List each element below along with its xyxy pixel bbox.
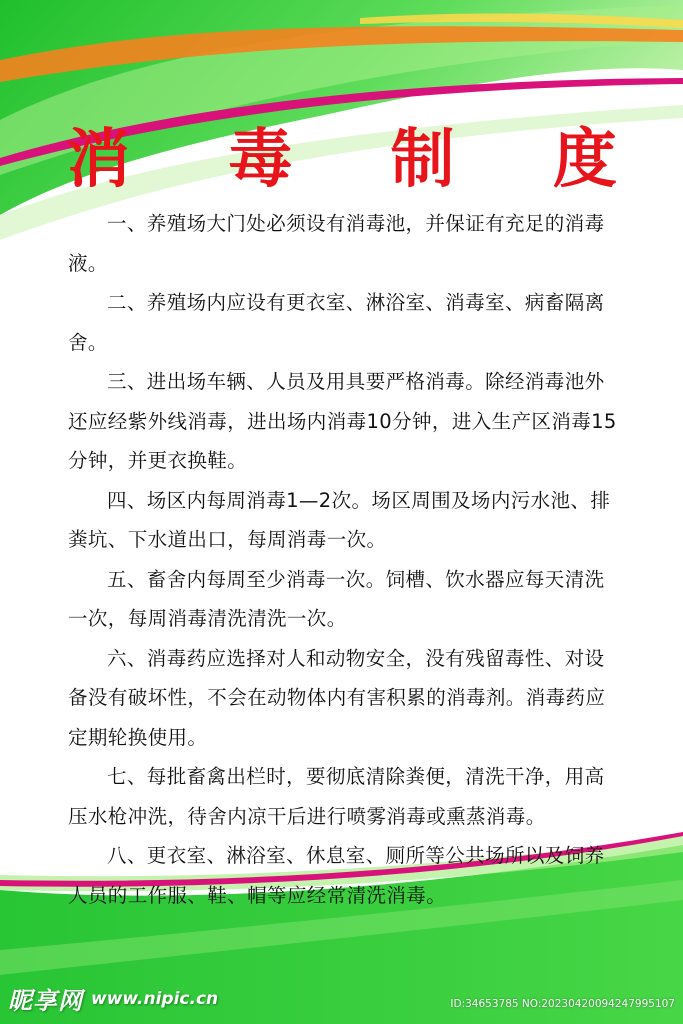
rule-item: 三、进出场车辆、人员及用具要严格消毒。除经消毒池外还应经紫外线消毒，进出场内消毒10分钟，进入生产区消毒15分钟，并更衣换鞋。 [68,370,617,472]
rule-item: 八、更衣室、淋浴室、休息室、厕所等公共场所以及饲养人员的工作服、鞋、帽等应经常清洗消毒。 [68,844,605,907]
page-title: 消 毒 制 度 [66,123,655,197]
rule-item: 二、养殖场内应设有更衣室、淋浴室、消毒室、病畜隔离舍。 [68,291,605,354]
watermark-logo: 昵享网 [8,987,83,1015]
rule-item: 五、畜舍内每周至少消毒一次。饲槽、饮水器应每天清洗一次，每周消毒清洗清洗一次。 [68,567,605,630]
rule-item: 一、养殖场大门处必须设有消毒池，并保证有充足的消毒液。 [68,212,605,275]
watermark [8,981,218,1016]
image-id: ID:34653785 NO:20230420094247995107 [450,998,675,1010]
rule-list [68,204,620,915]
rule-item: 七、每批畜禽出栏时，要彻底清除粪便，清洗干净，用高压水枪冲洗，待舍内凉干后进行喷雾消毒或熏蒸消毒。 [68,765,605,828]
watermark-url: www.nipic.cn [91,988,219,1009]
rule-item: 四、场区内每周消毒1—2次。场区周围及场内污水池、排粪坑、下水道出口，每周消毒一次。 [68,488,611,551]
rule-item: 六、消毒药应选择对人和动物安全，没有残留毒性、对设备没有破坏性，不会在动物体内有害积累的消毒剂。消毒药应定期轮换使用。 [68,646,606,749]
